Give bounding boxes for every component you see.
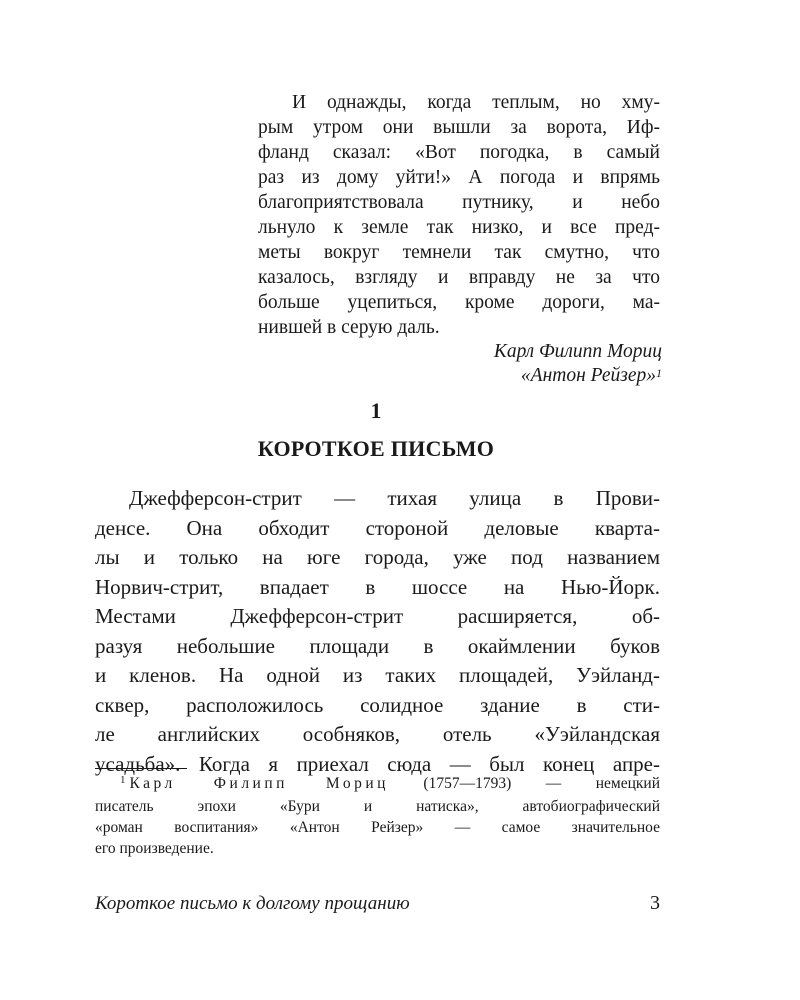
epigraph-attribution [494,340,662,388]
body-line: усадьба». Когда я приехал сюда — был конец апре- [95,751,660,776]
epigraph-line: раз из дому уйти!» А погода и впрямь [258,167,660,188]
footnote-reference[interactable]: 1 [656,366,662,380]
chapter-number: 1 [370,398,382,423]
footnote-dates: (1757—1793) — немецкий [423,775,660,792]
footnote-mark: 1 [120,774,126,786]
epigraph-line: нившей в серую даль. [258,317,440,338]
body-line: Местами Джефферсон-стрит расширяется, об- [95,604,660,628]
footnote-line [95,773,660,796]
body-paragraph [95,484,660,779]
footnote-divider [95,768,187,769]
body-line: сквер, расположилось солидное здание в сти- [95,692,660,717]
page-number: 3 [650,892,660,914]
body-line: разуя небольшие площади в окаймлении буков [95,633,660,658]
epigraph-line: больше уцепиться, кроме дороги, ма- [258,292,660,313]
epigraph-line: рым утром они вышли за ворота, Иф- [258,117,660,138]
epigraph-line: благоприятствовала путнику, и небо [258,192,660,213]
epigraph-line: меты вокруг темнели так смутно, что [258,242,660,263]
body-line: Джефферсон-стрит — тихая улица в Прови- [129,486,660,510]
running-title: Короткое письмо к долгому прощанию [95,893,410,914]
body-line: ле английских особняков, отель «Уэйландская [95,722,660,746]
epigraph-work: «Антон Рейзер» [520,365,656,386]
epigraph-line: И однажды, когда теплым, но хму- [292,92,660,113]
epigraph-line: льнуло к земле так низко, и все пред- [258,217,660,238]
body-line: и кленов. На одной из таких площадей, Уэйланд- [95,663,660,687]
footnote-line: его произведение. [95,840,214,857]
epigraph-work-line [494,364,662,388]
epigraph [258,90,660,340]
epigraph-line: фланд сказал: «Вот погодка, в самый [258,142,660,163]
footnote-line: «роман воспитания» «Антон Рейзер» — самое значительное [95,819,660,836]
footnote [95,773,660,859]
body-line: Норвич-стрит, впадает в шоссе на Нью-Йорк. [95,574,660,599]
body-line: лы и только на юге города, уже под названием [95,545,660,569]
body-line: денсе. Она обходит стороной деловые кварта- [95,515,660,540]
footnote-line: писатель эпохи «Бури и натиска», автобиографический [95,798,660,815]
footnote-name: Карл Филипп Мориц [129,775,389,792]
chapter-title: КОРОТКОЕ ПИСЬМО [257,436,495,461]
epigraph-line: казалось, взгляду и вправду не за что [258,267,660,288]
epigraph-author: Карл Филипп Мориц [493,341,662,362]
